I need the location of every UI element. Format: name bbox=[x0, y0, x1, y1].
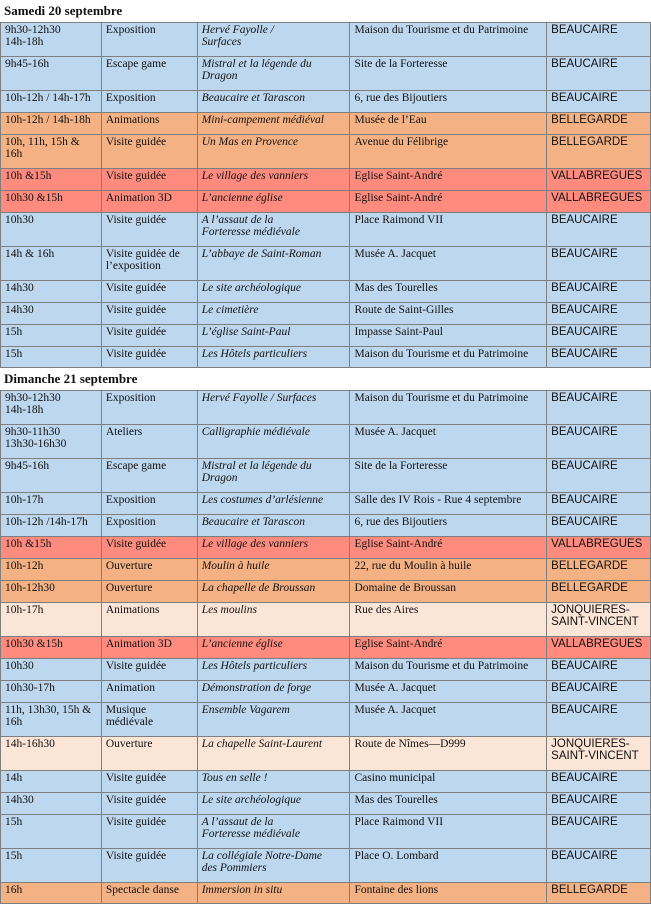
time-cell: 14h bbox=[1, 771, 102, 792]
table-row bbox=[0, 324, 651, 346]
time-cell: 9h30-12h30 14h-18h bbox=[1, 23, 102, 56]
type-cell: Visite guidée bbox=[102, 325, 198, 346]
type-cell: Visite guidée bbox=[102, 815, 198, 848]
time-cell: 10h-12h /14h-17h bbox=[1, 515, 102, 536]
title-cell: Le site archéologique bbox=[198, 793, 351, 814]
town-cell: VALLABREGUES bbox=[547, 169, 651, 190]
time-cell: 10h-12h / 14h-18h bbox=[1, 113, 102, 134]
place-cell: Eglise Saint-André bbox=[350, 191, 547, 212]
place-cell: Route de Saint-Gilles bbox=[350, 303, 547, 324]
title-cell: Le cimetière bbox=[198, 303, 351, 324]
place-cell: Eglise Saint-André bbox=[350, 169, 547, 190]
type-cell: Visite guidée bbox=[102, 849, 198, 882]
town-cell: BEAUCAIRE bbox=[547, 213, 651, 246]
town-cell: BEAUCAIRE bbox=[547, 23, 651, 56]
type-cell: Visite guidée bbox=[102, 793, 198, 814]
place-cell: Musée A. Jacquet bbox=[350, 425, 547, 458]
table-row bbox=[0, 424, 651, 458]
town-cell: BEAUCAIRE bbox=[547, 281, 651, 302]
title-cell: Beaucaire et Tarascon bbox=[198, 91, 351, 112]
type-cell: Exposition bbox=[102, 23, 198, 56]
time-cell: 14h30 bbox=[1, 303, 102, 324]
title-cell: L’abbaye de Saint-Roman bbox=[198, 247, 351, 280]
type-cell: Escape game bbox=[102, 57, 198, 90]
table-row bbox=[0, 212, 651, 246]
table-row bbox=[0, 848, 651, 882]
type-cell: Musique médiévale bbox=[102, 703, 198, 736]
town-cell: BEAUCAIRE bbox=[547, 347, 651, 367]
town-cell: VALLABREGUES bbox=[547, 637, 651, 658]
table-row bbox=[0, 602, 651, 636]
title-cell: Tous en selle ! bbox=[198, 771, 351, 792]
type-cell: Animation bbox=[102, 681, 198, 702]
title-cell: Les Hôtels particuliers bbox=[198, 659, 351, 680]
title-cell: L’ancienne église bbox=[198, 191, 351, 212]
place-cell: Salle des IV Rois - Rue 4 septembre bbox=[350, 493, 547, 514]
town-cell: BEAUCAIRE bbox=[547, 325, 651, 346]
type-cell: Animation 3D bbox=[102, 637, 198, 658]
title-cell: Moulin à huile bbox=[198, 559, 351, 580]
title-cell: Les Hôtels particuliers bbox=[198, 347, 351, 367]
town-cell: BELLEGARDE bbox=[547, 113, 651, 134]
table-row bbox=[0, 680, 651, 702]
place-cell: Musée A. Jacquet bbox=[350, 247, 547, 280]
place-cell: Maison du Tourisme et du Patrimoine bbox=[350, 391, 547, 424]
type-cell: Spectacle danse bbox=[102, 883, 198, 903]
title-cell: Un Mas en Provence bbox=[198, 135, 351, 168]
title-cell: Mistral et la légende du Dragon bbox=[198, 57, 351, 90]
title-cell: La chapelle de Broussan bbox=[198, 581, 351, 602]
type-cell: Visite guidée bbox=[102, 281, 198, 302]
time-cell: 10h-12h bbox=[1, 559, 102, 580]
title-cell: Hervé Fayolle / Surfaces bbox=[198, 391, 351, 424]
table-row bbox=[0, 536, 651, 558]
town-cell: BEAUCAIRE bbox=[547, 793, 651, 814]
type-cell: Visite guidée de l’exposition bbox=[102, 247, 198, 280]
town-cell: BELLEGARDE bbox=[547, 581, 651, 602]
town-cell: BELLEGARDE bbox=[547, 559, 651, 580]
time-cell: 14h30 bbox=[1, 281, 102, 302]
time-cell: 14h & 16h bbox=[1, 247, 102, 280]
place-cell: 6, rue des Bijoutiers bbox=[350, 91, 547, 112]
type-cell: Animations bbox=[102, 603, 198, 636]
type-cell: Ateliers bbox=[102, 425, 198, 458]
time-cell: 10h30 &15h bbox=[1, 637, 102, 658]
table-row bbox=[0, 514, 651, 536]
type-cell: Animation 3D bbox=[102, 191, 198, 212]
place-cell: Maison du Tourisme et du Patrimoine bbox=[350, 23, 547, 56]
day-table bbox=[0, 22, 651, 368]
type-cell: Exposition bbox=[102, 91, 198, 112]
type-cell: Visite guidée bbox=[102, 347, 198, 367]
town-cell: BEAUCAIRE bbox=[547, 459, 651, 492]
time-cell: 10h, 11h, 15h & 16h bbox=[1, 135, 102, 168]
place-cell: Rue des Aires bbox=[350, 603, 547, 636]
place-cell: Domaine de Broussan bbox=[350, 581, 547, 602]
place-cell: 22, rue du Moulin à huile bbox=[350, 559, 547, 580]
type-cell: Visite guidée bbox=[102, 659, 198, 680]
time-cell: 10h-17h bbox=[1, 493, 102, 514]
table-row bbox=[0, 458, 651, 492]
town-cell: VALLABREGUES bbox=[547, 537, 651, 558]
table-row bbox=[0, 492, 651, 514]
town-cell: BEAUCAIRE bbox=[547, 849, 651, 882]
place-cell: Casino municipal bbox=[350, 771, 547, 792]
time-cell: 10h-12h / 14h-17h bbox=[1, 91, 102, 112]
title-cell: Hervé Fayolle / Surfaces bbox=[198, 23, 351, 56]
town-cell: BEAUCAIRE bbox=[547, 57, 651, 90]
place-cell: Site de la Forteresse bbox=[350, 57, 547, 90]
type-cell: Escape game bbox=[102, 459, 198, 492]
place-cell: Eglise Saint-André bbox=[350, 537, 547, 558]
table-row bbox=[0, 134, 651, 168]
time-cell: 10h30-17h bbox=[1, 681, 102, 702]
type-cell: Visite guidée bbox=[102, 303, 198, 324]
table-row bbox=[0, 246, 651, 280]
time-cell: 11h, 13h30, 15h & 16h bbox=[1, 703, 102, 736]
day-heading: Samedi 20 septembre bbox=[0, 0, 651, 22]
town-cell: BEAUCAIRE bbox=[547, 493, 651, 514]
table-row bbox=[0, 56, 651, 90]
title-cell: La chapelle Saint-Laurent bbox=[198, 737, 351, 770]
time-cell: 16h bbox=[1, 883, 102, 903]
time-cell: 9h30-12h30 14h-18h bbox=[1, 391, 102, 424]
title-cell: Calligraphie médiévale bbox=[198, 425, 351, 458]
place-cell: Place O. Lombard bbox=[350, 849, 547, 882]
time-cell: 15h bbox=[1, 325, 102, 346]
table-row bbox=[0, 346, 651, 368]
town-cell: JONQUIERES- SAINT-VINCENT bbox=[547, 737, 651, 770]
place-cell: Maison du Tourisme et du Patrimoine bbox=[350, 347, 547, 367]
table-row bbox=[0, 814, 651, 848]
table-row bbox=[0, 770, 651, 792]
place-cell: Mas des Tourelles bbox=[350, 281, 547, 302]
time-cell: 10h-12h30 bbox=[1, 581, 102, 602]
place-cell: Maison du Tourisme et du Patrimoine bbox=[350, 659, 547, 680]
time-cell: 9h30-11h30 13h30-16h30 bbox=[1, 425, 102, 458]
time-cell: 10h30 bbox=[1, 213, 102, 246]
title-cell: La collégiale Notre-Dame des Pommiers bbox=[198, 849, 351, 882]
place-cell: Place Raimond VII bbox=[350, 815, 547, 848]
time-cell: 10h &15h bbox=[1, 169, 102, 190]
place-cell: 6, rue des Bijoutiers bbox=[350, 515, 547, 536]
town-cell: BEAUCAIRE bbox=[547, 771, 651, 792]
time-cell: 15h bbox=[1, 347, 102, 367]
town-cell: BEAUCAIRE bbox=[547, 425, 651, 458]
time-cell: 10h &15h bbox=[1, 537, 102, 558]
town-cell: BEAUCAIRE bbox=[547, 515, 651, 536]
type-cell: Visite guidée bbox=[102, 537, 198, 558]
table-row bbox=[0, 390, 651, 424]
place-cell: Avenue du Félibrige bbox=[350, 135, 547, 168]
title-cell: Les costumes d’arlésienne bbox=[198, 493, 351, 514]
town-cell: BEAUCAIRE bbox=[547, 681, 651, 702]
table-row bbox=[0, 302, 651, 324]
table-row bbox=[0, 168, 651, 190]
town-cell: BELLEGARDE bbox=[547, 883, 651, 903]
town-cell: BEAUCAIRE bbox=[547, 659, 651, 680]
type-cell: Visite guidée bbox=[102, 213, 198, 246]
town-cell: BEAUCAIRE bbox=[547, 815, 651, 848]
day-heading: Dimanche 21 septembre bbox=[0, 368, 651, 390]
table-row bbox=[0, 280, 651, 302]
table-row bbox=[0, 702, 651, 736]
type-cell: Ouverture bbox=[102, 559, 198, 580]
place-cell: Mas des Tourelles bbox=[350, 793, 547, 814]
town-cell: BEAUCAIRE bbox=[547, 91, 651, 112]
table-row bbox=[0, 112, 651, 134]
table-row bbox=[0, 636, 651, 658]
table-row bbox=[0, 22, 651, 56]
type-cell: Ouverture bbox=[102, 737, 198, 770]
town-cell: BEAUCAIRE bbox=[547, 391, 651, 424]
time-cell: 15h bbox=[1, 849, 102, 882]
table-row bbox=[0, 190, 651, 212]
type-cell: Visite guidée bbox=[102, 135, 198, 168]
time-cell: 15h bbox=[1, 815, 102, 848]
time-cell: 9h45-16h bbox=[1, 459, 102, 492]
town-cell: BEAUCAIRE bbox=[547, 303, 651, 324]
place-cell: Place Raimond VII bbox=[350, 213, 547, 246]
table-row bbox=[0, 792, 651, 814]
table-row bbox=[0, 736, 651, 770]
place-cell: Route de Nîmes—D999 bbox=[350, 737, 547, 770]
place-cell: Eglise Saint-André bbox=[350, 637, 547, 658]
title-cell: L’église Saint-Paul bbox=[198, 325, 351, 346]
table-row bbox=[0, 558, 651, 580]
type-cell: Exposition bbox=[102, 391, 198, 424]
table-row bbox=[0, 580, 651, 602]
title-cell: Le village des vanniers bbox=[198, 169, 351, 190]
title-cell: Beaucaire et Tarascon bbox=[198, 515, 351, 536]
time-cell: 14h30 bbox=[1, 793, 102, 814]
time-cell: 10h30 &15h bbox=[1, 191, 102, 212]
place-cell: Musée de l’Eau bbox=[350, 113, 547, 134]
town-cell: BELLEGARDE bbox=[547, 135, 651, 168]
type-cell: Exposition bbox=[102, 515, 198, 536]
title-cell: Immersion in situ bbox=[198, 883, 351, 903]
place-cell: Impasse Saint-Paul bbox=[350, 325, 547, 346]
place-cell: Fontaine des lions bbox=[350, 883, 547, 903]
town-cell: BEAUCAIRE bbox=[547, 247, 651, 280]
type-cell: Ouverture bbox=[102, 581, 198, 602]
town-cell: JONQUIERES- SAINT-VINCENT bbox=[547, 603, 651, 636]
table-row bbox=[0, 658, 651, 680]
title-cell: Démonstration de forge bbox=[198, 681, 351, 702]
place-cell: Musée A. Jacquet bbox=[350, 681, 547, 702]
time-cell: 9h45-16h bbox=[1, 57, 102, 90]
town-cell: BEAUCAIRE bbox=[547, 703, 651, 736]
title-cell: A l’assaut de la Forteresse médiévale bbox=[198, 213, 351, 246]
time-cell: 14h-16h30 bbox=[1, 737, 102, 770]
title-cell: Mini-campement médiéval bbox=[198, 113, 351, 134]
type-cell: Exposition bbox=[102, 493, 198, 514]
title-cell: Ensemble Vagarem bbox=[198, 703, 351, 736]
title-cell: Le village des vanniers bbox=[198, 537, 351, 558]
place-cell: Musée A. Jacquet bbox=[350, 703, 547, 736]
type-cell: Visite guidée bbox=[102, 771, 198, 792]
title-cell: A l’assaut de la Forteresse médiévale bbox=[198, 815, 351, 848]
town-cell: VALLABREGUES bbox=[547, 191, 651, 212]
day-table bbox=[0, 390, 651, 904]
time-cell: 10h30 bbox=[1, 659, 102, 680]
title-cell: Mistral et la légende du Dragon bbox=[198, 459, 351, 492]
title-cell: L’ancienne église bbox=[198, 637, 351, 658]
title-cell: Le site archéologique bbox=[198, 281, 351, 302]
type-cell: Visite guidée bbox=[102, 169, 198, 190]
table-row bbox=[0, 882, 651, 904]
place-cell: Site de la Forteresse bbox=[350, 459, 547, 492]
table-row bbox=[0, 90, 651, 112]
type-cell: Animations bbox=[102, 113, 198, 134]
time-cell: 10h-17h bbox=[1, 603, 102, 636]
title-cell: Les moulins bbox=[198, 603, 351, 636]
